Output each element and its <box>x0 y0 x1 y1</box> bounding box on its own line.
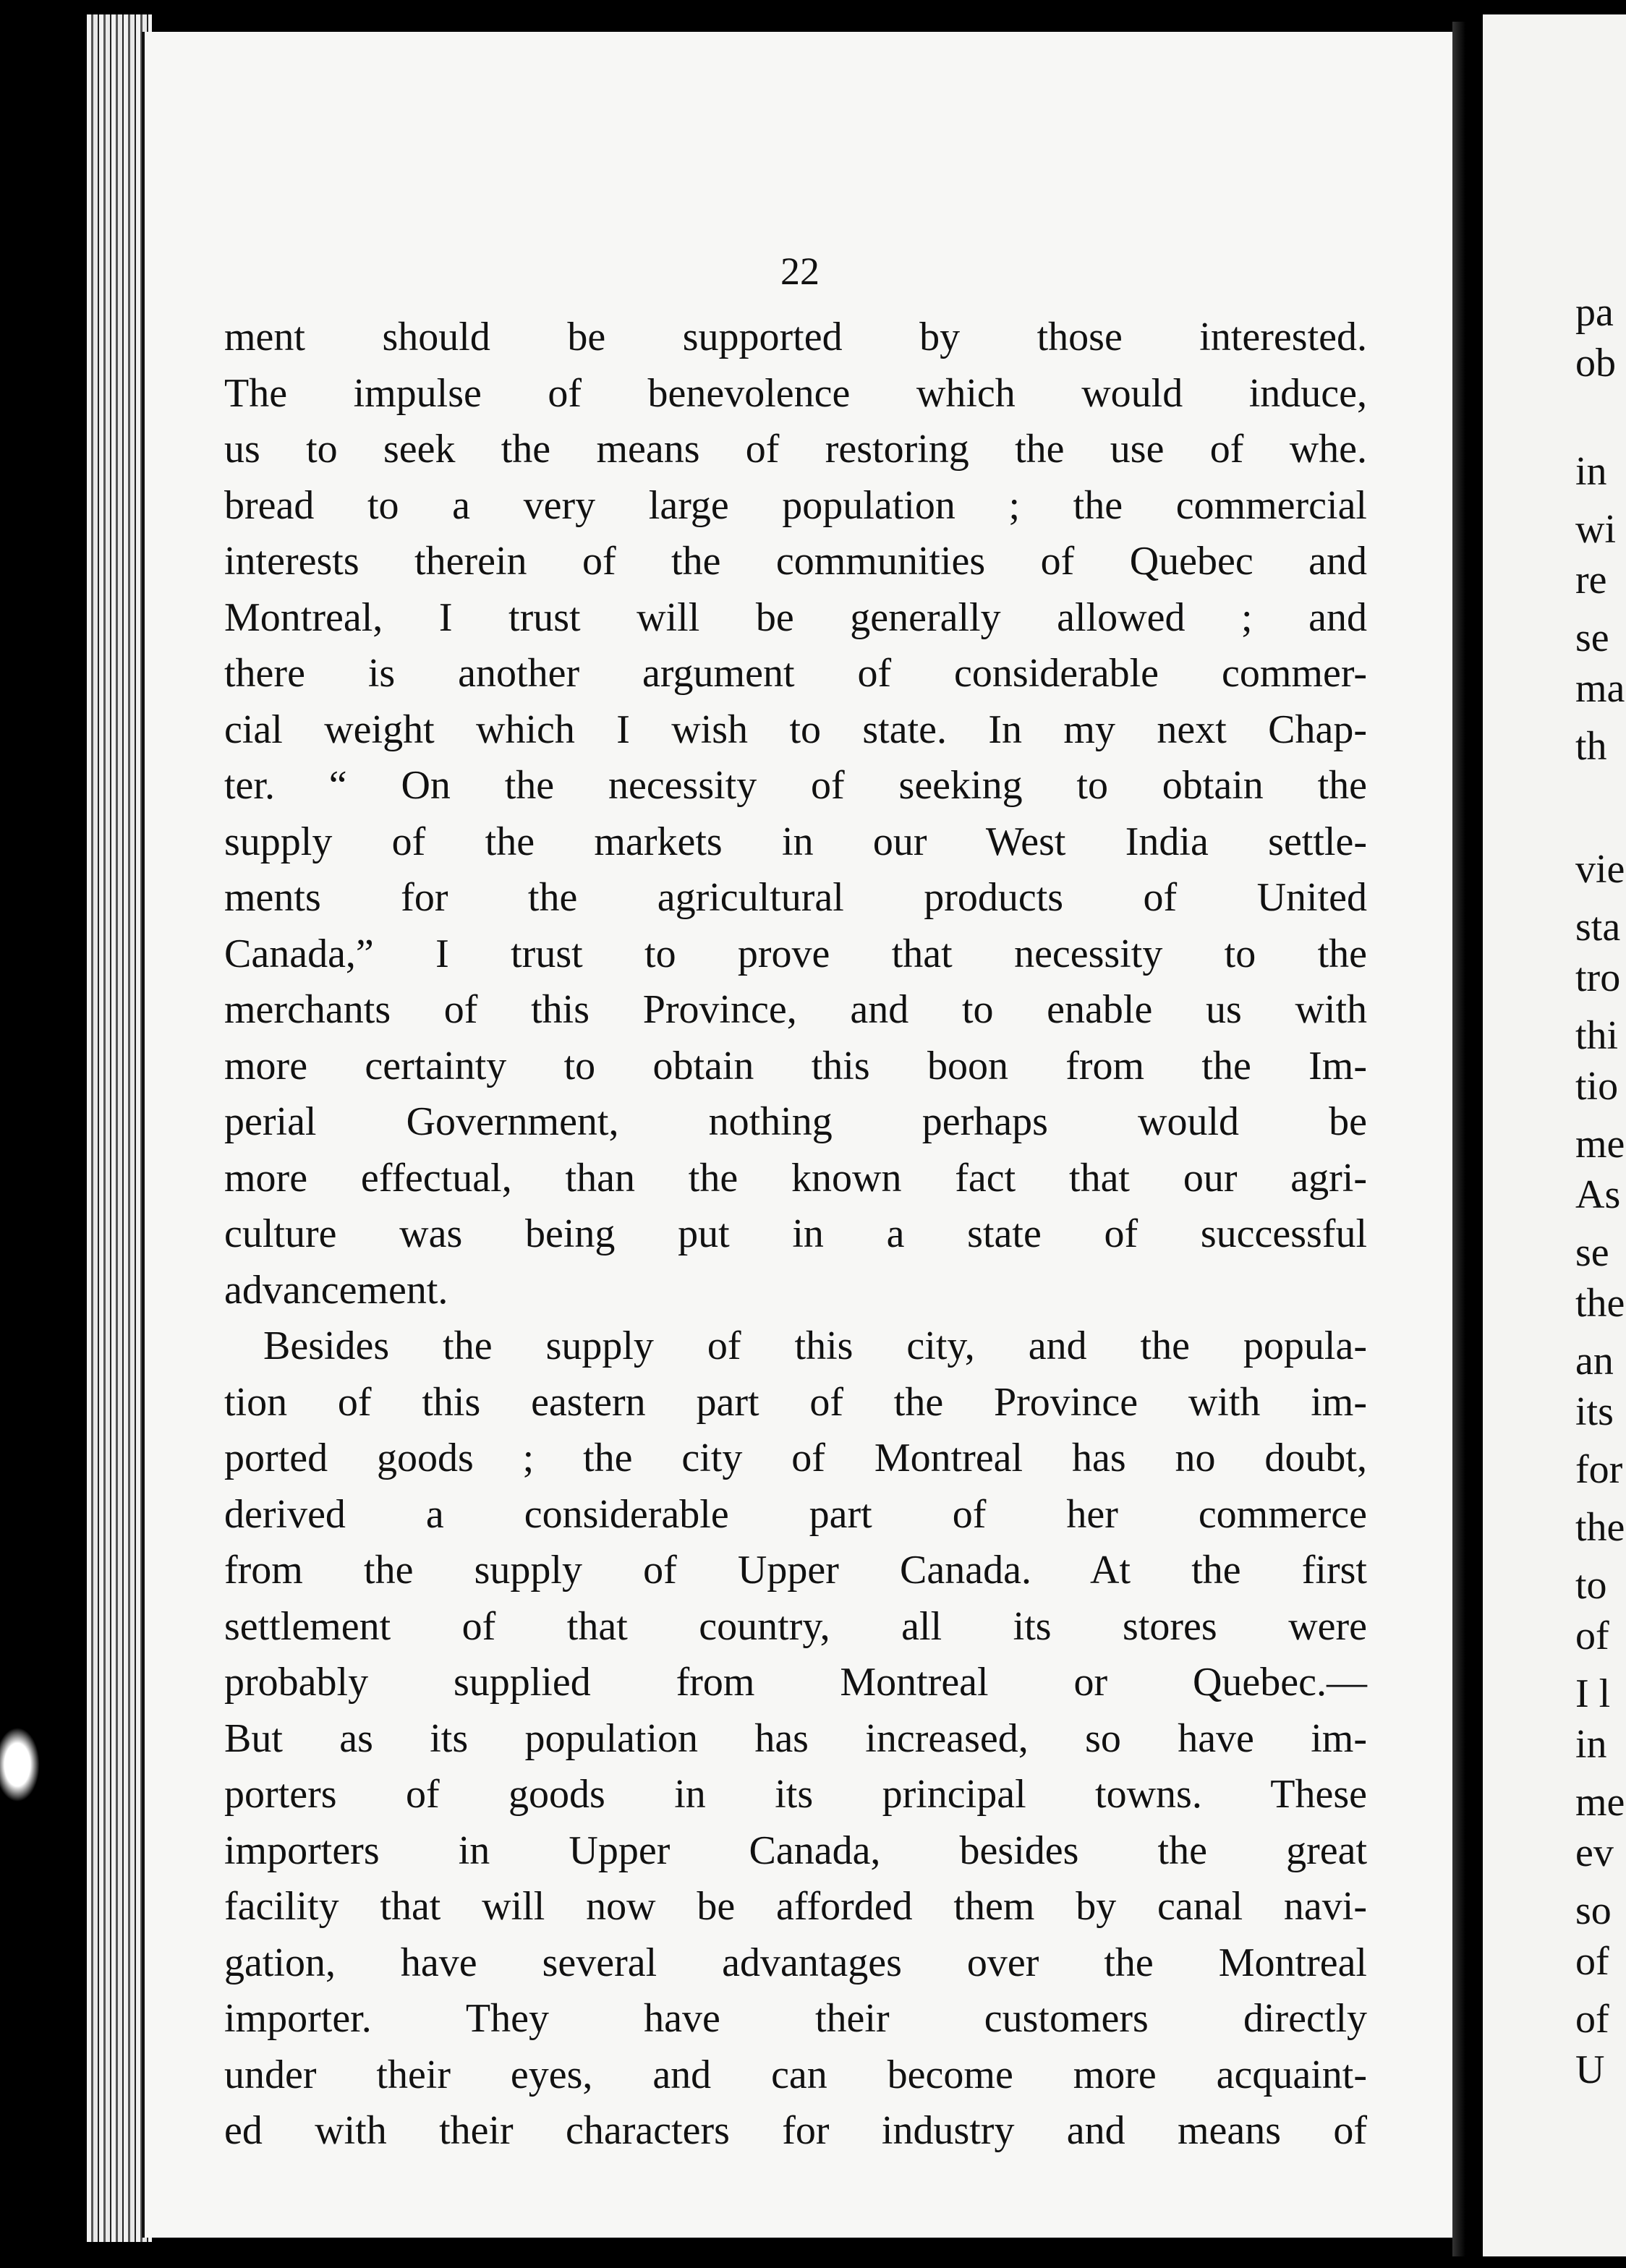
text-line: porters of goods in its principal towns. These <box>224 1772 1367 1817</box>
text-line: ment should be supported by those interested. <box>224 315 1367 359</box>
text-line: But as its population has increased, so have im- <box>224 1715 1367 1761</box>
text-line: there is another argument of considerable commer- <box>224 651 1367 696</box>
text-line: ter. “ On the necessity of seeking to obtain the <box>224 763 1367 808</box>
text-line: gation, have several advantages over the Montreal <box>224 1940 1367 1985</box>
text-line: from the supply of Upper Canada. At the first <box>224 1548 1367 1593</box>
facing-page-fragment: th <box>1575 724 1607 769</box>
text-line: under their eyes, and can become more acquaint- <box>224 2052 1367 2097</box>
facing-page-fragment: its <box>1575 1389 1614 1434</box>
text-line: more effectual, than the known fact that our agri- <box>224 1155 1367 1201</box>
facing-page-fragment: to <box>1575 1563 1607 1608</box>
body-text <box>224 310 1367 2160</box>
facing-page-fragment: me <box>1575 1780 1625 1825</box>
text-line: supply of the markets in our West India settle- <box>224 819 1367 864</box>
text-line: tion of this eastern part of the Province with im- <box>224 1379 1367 1425</box>
facing-page-fragment: se <box>1575 615 1609 660</box>
facing-page-fragment: so <box>1575 1888 1612 1933</box>
facing-page-fragment: ma <box>1575 666 1625 711</box>
facing-page-fragment: tro <box>1575 955 1621 1000</box>
facing-page-fragment: I l <box>1575 1671 1611 1716</box>
text-line: ments for the agricultural products of United <box>224 875 1367 920</box>
text-line: culture was being put in a state of successful <box>224 1211 1367 1256</box>
text-line: ed with their characters for industry and means of <box>224 2108 1367 2153</box>
text-line: more certainty to obtain this boon from the Im- <box>224 1043 1367 1088</box>
text-line: cial weight which I wish to state. In my next Chap- <box>224 707 1367 752</box>
text-line: facility that will now be afforded them by canal navi- <box>224 1884 1367 1929</box>
text-line: Montreal, I trust will be generally allowed ; and <box>224 594 1367 640</box>
text-line: ported goods ; the city of Montreal has no doubt, <box>224 1436 1367 1480</box>
gutter-shadow <box>1452 22 1465 2256</box>
facing-page-fragment: re <box>1575 558 1607 602</box>
facing-page-fragment: tio <box>1575 1064 1619 1109</box>
text-line: bread to a very large population ; the commercial <box>224 482 1367 528</box>
facing-page-fragment: wi <box>1575 507 1616 552</box>
facing-page-fragment: the <box>1575 1281 1625 1326</box>
text-line: probably supplied from Montreal or Quebec.— <box>224 1660 1367 1705</box>
facing-page-fragment: an <box>1575 1339 1614 1384</box>
facing-page-fragment: of <box>1575 1939 1609 1984</box>
facing-page-fragment: ev <box>1575 1830 1614 1875</box>
text-line: settlement of that country, all its stores were <box>224 1603 1367 1649</box>
facing-page-fragment: for <box>1575 1447 1623 1492</box>
text-line: derived a considerable part of her commerce <box>224 1491 1367 1537</box>
facing-page-fragment: me <box>1575 1122 1625 1167</box>
facing-page-fragment: the <box>1575 1505 1625 1550</box>
facing-page-fragment: As <box>1575 1172 1621 1217</box>
text-line: Canada,” I trust to prove that necessity to the <box>224 931 1367 976</box>
text-line: The impulse of benevolence which would induce, <box>224 370 1367 416</box>
facing-page-fragment: in <box>1575 1722 1607 1767</box>
facing-page-fragment: se <box>1575 1230 1609 1275</box>
text-line: us to seek the means of restoring the use of whe. <box>224 427 1367 472</box>
facing-page-fragment: sta <box>1575 905 1621 950</box>
text-line: interests therein of the communities of Quebec and <box>224 539 1367 584</box>
facing-page-fragment: vie <box>1575 847 1625 892</box>
facing-page-fragment: in <box>1575 449 1607 494</box>
text-line: importer. They have their customers directly <box>224 1996 1367 2041</box>
facing-page-fragment: pa <box>1575 290 1614 335</box>
facing-page-fragment: of <box>1575 1613 1609 1658</box>
text-line: importers in Upper Canada, besides the great <box>224 1828 1367 1873</box>
facing-page-fragment: ob <box>1575 341 1616 385</box>
text-line: advancement. <box>224 1267 448 1313</box>
page-number: 22 <box>780 250 820 293</box>
margin-blot <box>0 1721 43 1808</box>
text-line: merchants of this Province, and to enable us with <box>224 987 1367 1032</box>
facing-page-fragment: of <box>1575 1997 1609 2042</box>
facing-page-fragment: U <box>1575 2047 1605 2092</box>
text-line: Besides the supply of this city, and the popula- <box>263 1323 1367 1368</box>
facing-page-fragment: thi <box>1575 1013 1619 1058</box>
text-line: perial Government, nothing perhaps would be <box>224 1099 1367 1144</box>
